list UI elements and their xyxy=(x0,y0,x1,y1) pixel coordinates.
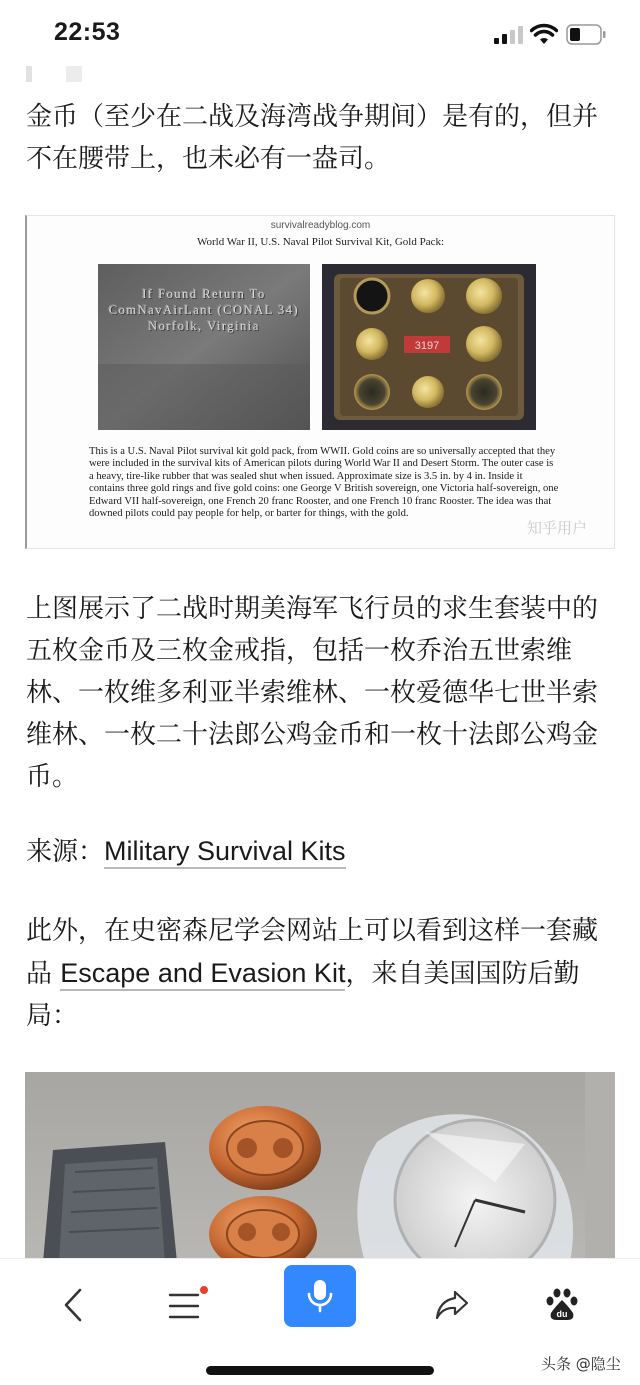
source-label: 来源： xyxy=(26,837,105,867)
para3-prefix: 此外，在史密森尼学会网站上可以看到这样一套藏品 xyxy=(26,916,599,989)
microphone-icon xyxy=(304,1278,336,1314)
figure-caption: This is a U.S. Naval Pilot survival kit gold pack, from WWII. Gold coins are so universally accepted that they were included in the survival kits of American pilots during World War II and Desert Storm. The outer case is a heavy, tire-like rubber that was sealed shut when issued. Approximate size is 3.5 in. by 4 in. Inside it contains three gold rings and five gold coins: one George V British sovereign, one Victoria half-sovereign, one Edward VII half-sovereign, one French 20 franc Rooster, and one French 10 franc Rooster. The idea was that downed pilots could pay people for help, or barter for things, with the gold. xyxy=(89,446,559,520)
baidu-button[interactable] xyxy=(532,1275,592,1335)
baidu-paw-icon xyxy=(545,1287,579,1323)
plaque-line: If Found Return To xyxy=(142,287,266,301)
status-time: 22:53 xyxy=(54,18,121,46)
share-icon xyxy=(434,1288,470,1322)
source-line xyxy=(26,830,618,873)
plaque-line: ComNavAirLant (CONAL 34) xyxy=(108,303,300,317)
escape-evasion-kit-photo[interactable] xyxy=(25,1072,615,1262)
home-indicator[interactable] xyxy=(206,1366,434,1375)
article-paragraph-1: 金币（至少在二战及海湾战争期间）是有的，但并不在腰带上，也未必有一盎司。 xyxy=(26,102,599,174)
wifi-icon xyxy=(530,23,558,45)
figure-title: World War II, U.S. Naval Pilot Survival Kit, Gold Pack: xyxy=(196,236,445,248)
embossed-plaque-photo xyxy=(98,264,310,430)
chevron-left-icon xyxy=(60,1287,88,1323)
source-byline: 头条 @隐尘 xyxy=(541,1355,621,1373)
survival-kit-figure[interactable] xyxy=(25,215,615,549)
scrolled-image-remnant xyxy=(26,66,86,82)
menu-button[interactable] xyxy=(158,1275,218,1335)
notification-dot xyxy=(200,1286,208,1294)
voice-search-button[interactable] xyxy=(284,1265,356,1327)
military-survival-kits-link[interactable]: Military Survival Kits xyxy=(104,836,346,869)
para3-suffix: ，来自美国国防后勤局： xyxy=(26,959,580,1031)
figure-source-url: survivalreadyblog.com xyxy=(270,220,371,231)
bottom-toolbar xyxy=(0,1258,640,1385)
kit-serial-label: 3197 xyxy=(414,340,440,352)
menu-icon xyxy=(166,1285,210,1325)
gold-coin-kit-photo xyxy=(322,264,536,430)
svg-text:du: du xyxy=(556,1309,568,1319)
status-bar xyxy=(0,0,640,68)
article-paragraph-2: 上图展示了二战时期美海军飞行员的求生套装中的五枚金币及三枚金戒指，包括一枚乔治五世索维林、一枚维多利亚半索维林、一枚爱德华七世半索维林、一枚二十法郎公鸡金币和一枚十法郎公鸡金币。 xyxy=(26,594,599,792)
share-button[interactable] xyxy=(422,1275,482,1335)
escape-evasion-kit-link[interactable]: Escape and Evasion Kit xyxy=(60,958,345,991)
cellular-signal-icon xyxy=(494,26,524,44)
zhihu-watermark: 知乎用户 xyxy=(527,519,588,537)
back-button[interactable] xyxy=(44,1275,104,1335)
plaque-line: Norfolk, Virginia xyxy=(148,319,260,333)
plaque-inscription xyxy=(98,286,310,334)
battery-icon xyxy=(566,24,606,45)
article-paragraph-3 xyxy=(26,910,618,1037)
